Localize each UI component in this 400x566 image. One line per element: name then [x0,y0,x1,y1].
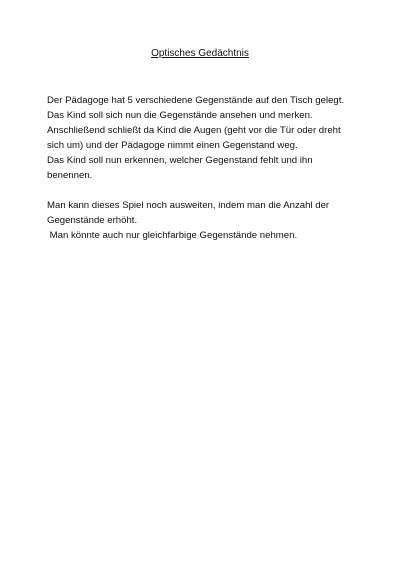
document-title: Optisches Gedächtnis [151,48,249,59]
text-line: sich um) und der Pädagoge nimmt einen Gegenstand weg. [47,140,298,151]
paragraph-instructions [47,93,367,183]
text-line: Man kann dieses Spiel noch ausweiten, indem man die Anzahl der [47,200,330,211]
text-line: Anschließend schließt da Kind die Augen (geht vor die Tür oder dreht [47,125,341,136]
text-line: Der Pädagoge hat 5 verschiedene Gegenstände auf den Tisch gelegt. [47,95,345,106]
text-line: Man könnte auch nur gleichfarbige Gegenstände nehmen. [47,230,298,241]
paragraph-variations [47,198,367,243]
text-line: Das Kind soll sich nun die Gegenstände ansehen und merken. [47,110,313,121]
text-line: benennen. [47,170,93,181]
text-line: Das Kind soll nun erkennen, welcher Gegenstand fehlt und ihn [47,155,313,166]
text-line: Gegenstände erhöht. [47,215,138,226]
